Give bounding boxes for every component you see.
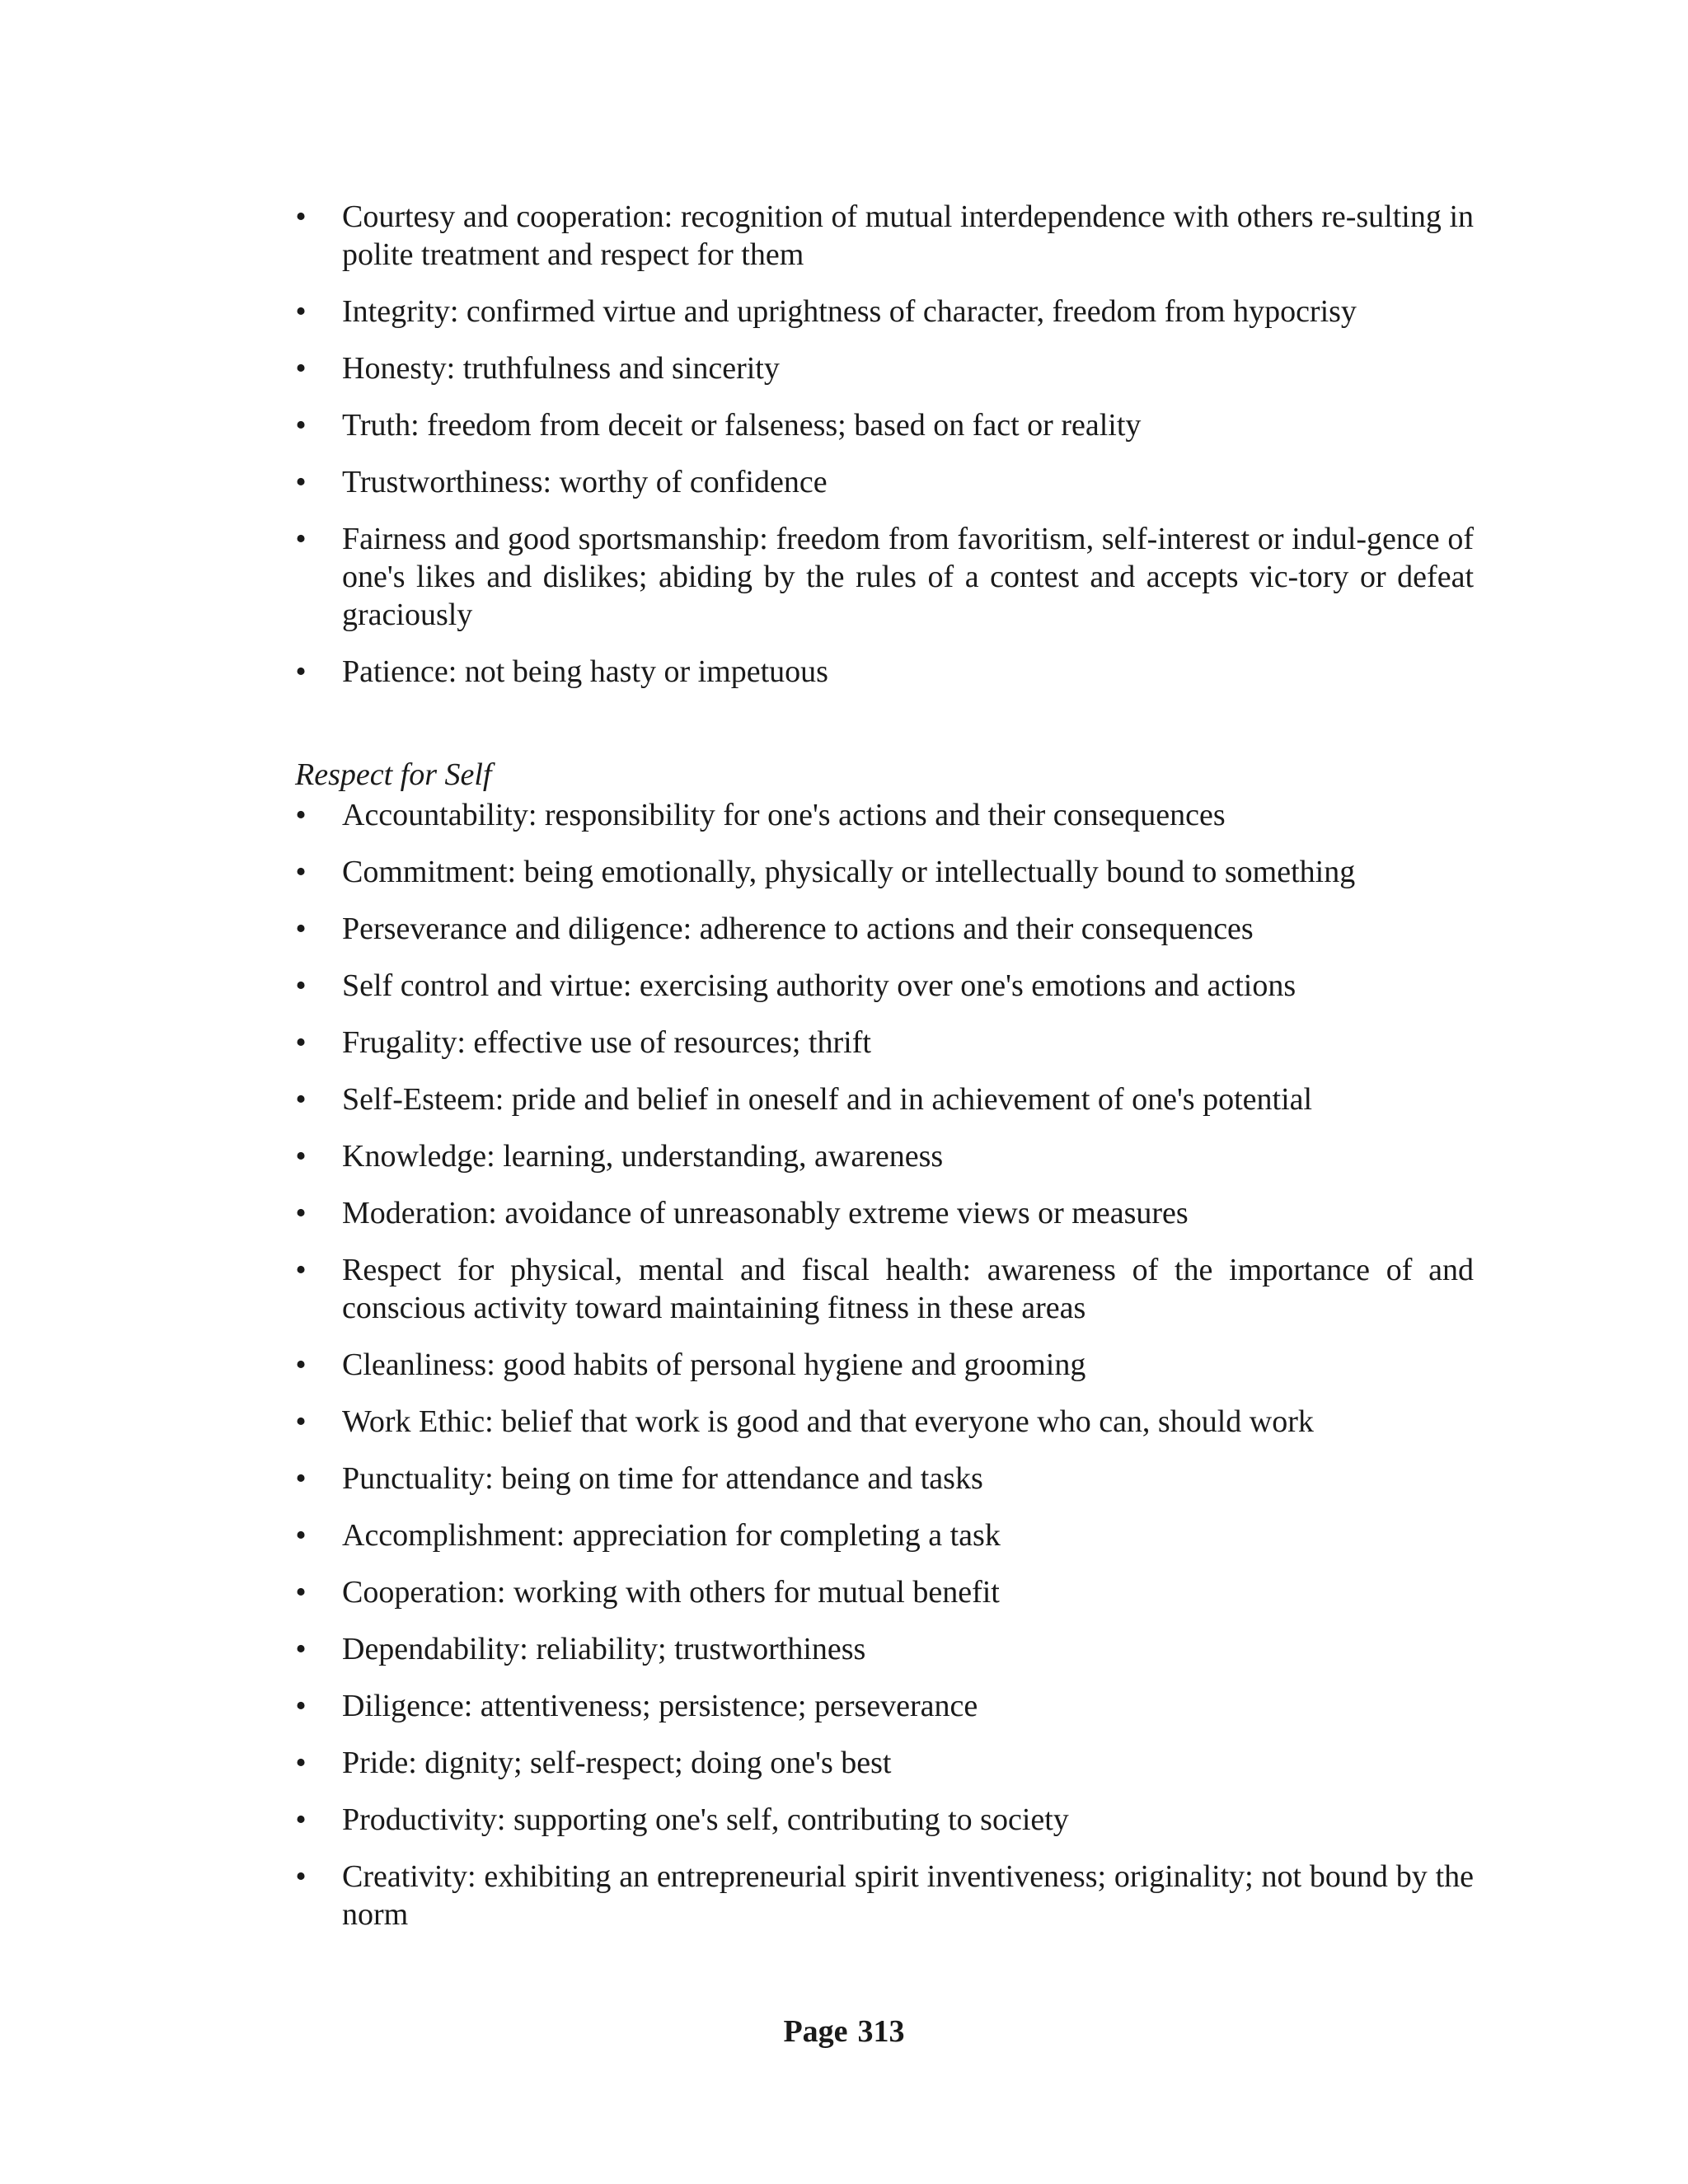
bullet-icon: •: [295, 654, 307, 689]
list-item: • Patience: not being hasty or impetuous: [342, 653, 1474, 691]
bullet-icon: •: [295, 1859, 307, 1894]
bullet-icon: •: [295, 1802, 307, 1837]
bullet-icon: •: [295, 798, 307, 832]
list-item: • Diligence: attentiveness; persistence; perseverance: [342, 1687, 1474, 1725]
bullet-icon: •: [295, 1575, 307, 1610]
respect-for-self-list: [295, 796, 1474, 1952]
list-item: • Productivity: supporting one's self, contributing to society: [342, 1801, 1474, 1839]
list-item: • Integrity: confirmed virtue and uprightness of character, freedom from hypocrisy: [342, 293, 1474, 330]
bullet-icon: •: [295, 522, 307, 556]
list-item: • Truth: freedom from deceit or falseness; based on fact or reality: [342, 406, 1474, 444]
list-item: • Cleanliness: good habits of personal hygiene and grooming: [342, 1346, 1474, 1384]
list-item: • Self-Esteem: pride and belief in oneself and in achievement of one's potential: [342, 1080, 1474, 1118]
list-item: • Courtesy and cooperation: recognition of mutual interdependence with others re-sulting in polite treatment and respect for them: [342, 198, 1474, 274]
list-item: • Perseverance and diligence: adherence to actions and their consequences: [342, 910, 1474, 948]
list-item: • Frugality: effective use of resources; thrift: [342, 1024, 1474, 1062]
bullet-icon: •: [295, 199, 307, 234]
bullet-icon: •: [295, 1518, 307, 1553]
bullet-icon: •: [295, 1253, 307, 1287]
bullet-icon: •: [295, 1461, 307, 1496]
bullet-icon: •: [295, 1139, 307, 1174]
list-item: • Punctuality: being on time for attendance and tasks: [342, 1460, 1474, 1497]
bullet-icon: •: [295, 1689, 307, 1723]
bullet-icon: •: [295, 1196, 307, 1230]
bullet-icon: •: [295, 968, 307, 1003]
list-item: • Work Ethic: belief that work is good and that everyone who can, should work: [342, 1403, 1474, 1441]
list-item: • Honesty: truthfulness and sincerity: [342, 349, 1474, 387]
list-item: • Dependability: reliability; trustworthiness: [342, 1630, 1474, 1668]
bullet-icon: •: [295, 912, 307, 946]
page-number-value: 313: [857, 2014, 905, 2049]
list-item: • Fairness and good sportsmanship: freedom from favoritism, self-interest or indul-gence of one's likes and dislikes; abiding by the rules of a contest and accepts vic-tory or defeat graciously: [342, 520, 1474, 634]
list-item: • Knowledge: learning, understanding, awareness: [342, 1137, 1474, 1175]
bullet-icon: •: [295, 1025, 307, 1060]
list-item: • Pride: dignity; self-respect; doing one's best: [342, 1744, 1474, 1782]
bullet-icon: •: [295, 351, 307, 386]
values-list-continued: [295, 198, 1474, 710]
bullet-icon: •: [295, 1347, 307, 1382]
page-number: [0, 2013, 1688, 2050]
list-item: • Accomplishment: appreciation for completing a task: [342, 1516, 1474, 1554]
bullet-icon: •: [295, 465, 307, 499]
bullet-icon: •: [295, 408, 307, 443]
list-item: • Self control and virtue: exercising authority over one's emotions and actions: [342, 967, 1474, 1005]
list-item: • Respect for physical, mental and fiscal health: awareness of the importance of and conscious activity toward maintaining fitness in these areas: [342, 1251, 1474, 1327]
page-label: Page: [783, 2014, 848, 2049]
list-item: • Commitment: being emotionally, physically or intellectually bound to something: [342, 853, 1474, 891]
list-item: • Trustworthiness: worthy of confidence: [342, 463, 1474, 501]
bullet-icon: •: [295, 1404, 307, 1439]
bullet-icon: •: [295, 1632, 307, 1666]
list-item: • Accountability: responsibility for one's actions and their consequences: [342, 796, 1474, 834]
section-heading: Respect for Self: [295, 757, 492, 792]
list-item: • Creativity: exhibiting an entrepreneurial spirit inventiveness; originality; not bound by the norm: [342, 1858, 1474, 1933]
bullet-icon: •: [295, 1746, 307, 1780]
list-item: • Moderation: avoidance of unreasonably extreme views or measures: [342, 1194, 1474, 1232]
list-item: • Cooperation: working with others for mutual benefit: [342, 1573, 1474, 1611]
bullet-icon: •: [295, 294, 307, 329]
bullet-icon: •: [295, 1082, 307, 1117]
bullet-icon: •: [295, 855, 307, 889]
